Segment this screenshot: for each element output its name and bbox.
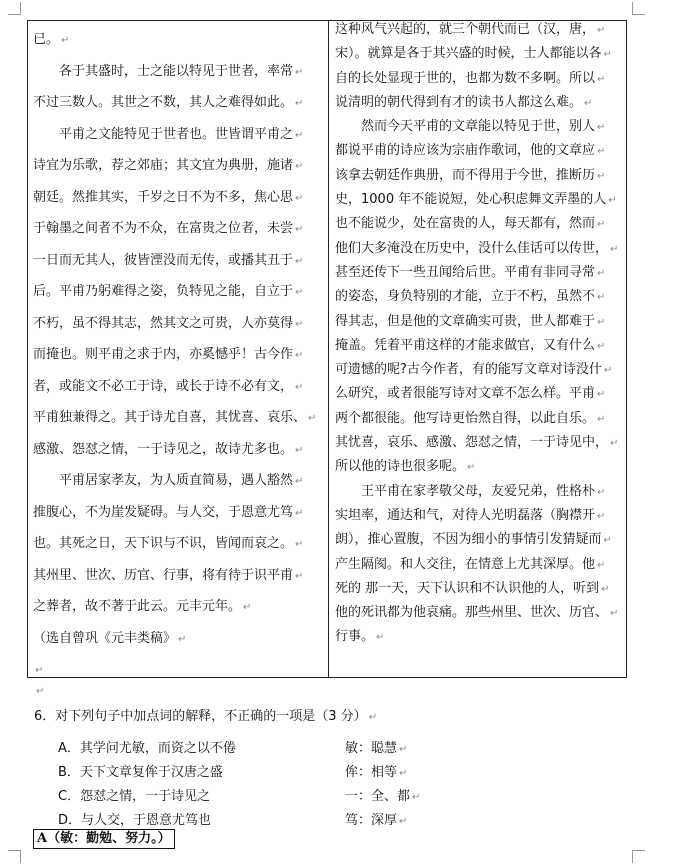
right_column-line: 的姿态，身负特别的才能，立于不朽，虽然不 ↵ <box>335 289 606 305</box>
crop-mark-bottom-right <box>632 850 645 863</box>
option-b-gloss-text: 侔：相等 <box>345 765 398 780</box>
paragraph-mark: ↵ <box>399 768 408 779</box>
paragraph-mark: ↵ <box>597 25 606 36</box>
original-text-column <box>33 25 323 687</box>
option-b-gloss <box>345 761 407 780</box>
left_column-line <box>33 655 323 687</box>
translation-column <box>335 18 622 650</box>
paragraph-mark: ↵ <box>295 287 304 298</box>
paragraph-mark: ↵ <box>308 413 317 424</box>
option-a <box>58 737 236 756</box>
left_column-line: 不过三数人。其世之不数，其人之难得如此。 ↵ <box>33 95 304 110</box>
paragraph-mark: ↵ <box>61 35 70 46</box>
right_column-line: 两个都很能。他写诗更怡然自得，以此自乐。 ↵ <box>335 410 606 426</box>
right_column-line: 么研究，或者很能写诗对文章不怎么样。平甫 ↵ <box>335 386 606 402</box>
paragraph-mark: ↵ <box>368 712 378 723</box>
paragraph-mark: ↵ <box>295 98 304 109</box>
left_column-line: （选自曾巩《元丰类稿》 ↵ <box>33 630 187 646</box>
right_column-line: 掩盖。凭着平甫这样的才能求做官，又有什么 ↵ <box>335 337 606 353</box>
option-c-gloss <box>345 785 420 804</box>
left_column-line: 而掩也。则平甫之求于内，亦奚憾乎！古今作 ↵ <box>33 347 304 362</box>
option-c <box>58 785 210 804</box>
crop-mark-bottom-left <box>8 850 21 863</box>
left_column-line: 诗宜为乐歌，荐之郊庙；其文宜为典册，施诸 ↵ <box>33 158 304 173</box>
right_column-line: 宋）。就算是各于其兴盛的时候，士人都能以各 ↵ <box>335 46 612 62</box>
crop-mark-top-right <box>632 2 645 15</box>
paragraph-mark: ↵ <box>295 129 304 141</box>
right_column-line: 也不能说少，处在富贵的人，每天都有，然而 ↵ <box>335 216 606 232</box>
option-b-label: B．天下文章复侔于汉唐之盛 <box>58 765 223 780</box>
paragraph-mark: ↵ <box>610 243 619 255</box>
option-a-gloss-text: 敏：聪慧 <box>345 741 398 756</box>
left_column-line: 于翰墨之间者不为不众，在富贵之位者，未尝 ↵ <box>33 221 304 236</box>
option-c-gloss-text: 一：全、都 <box>345 789 411 804</box>
paragraph-mark: ↵ <box>178 633 187 645</box>
right_column-line: 产生隔阂。和人交往，在情意上尤其深厚。他 ↵ <box>335 556 606 572</box>
right_column-line: 朗），推心置腹，不因为细小的事情引发猜疑而 ↵ <box>335 532 612 548</box>
left_column-line: 朝廷。然推其实，千岁之日不为不多，焦心思 ↵ <box>33 189 304 205</box>
paragraph-mark: ↵ <box>597 292 606 304</box>
option-b <box>58 761 223 780</box>
right_column-line: 史，1000 年不能说短，处心积虑舞文弄墨的人 ↵ <box>335 192 617 208</box>
paragraph-mark: ↵ <box>597 170 606 182</box>
option-d-gloss <box>345 809 407 828</box>
paragraph-mark: ↵ <box>295 66 304 78</box>
left_column-line: 平甫独兼得之。其于诗尤自喜，其忧喜、哀乐、 ↵ <box>33 410 317 425</box>
left_column-line: 之葬者，故不著于此云。元丰元年。 ↵ <box>33 599 252 614</box>
paragraph-mark: ↵ <box>412 792 421 803</box>
question-stem-text: 6．对下列句子中加点词的解释，不正确的一项是（3 分） <box>34 709 367 724</box>
right_column-line: 王平甫在家孝敬父母，友爱兄弟，性格朴 ↵ <box>335 483 606 499</box>
right_column-line: 得其志，但是他的文章确实可贵，世人都难于 ↵ <box>335 313 606 329</box>
right_column-line: 说清明的朝代得到有才的读书人都这么难。 ↵ <box>335 94 593 110</box>
right_column-line: 他们大多淹没在历史中，没什么佳话可以传世， ↵ <box>335 240 619 256</box>
table-column-divider <box>328 20 329 678</box>
left_column-line: 各于其盛时，士之能以特见于世者，率常 ↵ <box>33 63 304 79</box>
left_column-line: 其州里、世次、历官、行事，将有待于识平甫 ↵ <box>33 567 304 583</box>
paragraph-mark: ↵ <box>603 365 613 377</box>
answer-box <box>33 829 175 849</box>
right_column-line: 实坦率，通达和气，对待人光明磊落（胸襟开 ↵ <box>335 507 606 523</box>
paragraph-mark: ↵ <box>597 559 606 571</box>
right_column-line: 死的 那一天，天下认识和不认识他的人，听到 ↵ <box>335 580 610 596</box>
paragraph-mark: ↵ <box>399 816 408 827</box>
paragraph-mark: ↵ <box>597 413 606 425</box>
left_column-line: 后。平甫乃躬难得之姿，负特见之能，自立于 ↵ <box>33 284 304 299</box>
answer-text: A（敏：勤勉、努力。） <box>37 831 171 846</box>
option-a-label: A．其学问尤敏，而资之以不倦 <box>58 741 236 756</box>
paragraph-mark: ↵ <box>295 318 304 330</box>
paragraph-mark: ↵ <box>295 570 304 582</box>
paragraph-mark: ↵ <box>295 444 304 456</box>
paragraph-mark: ↵ <box>36 686 45 697</box>
paragraph-mark: ↵ <box>399 744 408 755</box>
right_column-line: 这种风气兴起的，就三个朝代而已（汉，唐， ↵ <box>335 22 606 37</box>
paragraph-mark: ↵ <box>603 535 612 547</box>
paragraph-mark: ↵ <box>597 146 606 158</box>
right_column-line: 其忧喜，哀乐、感激、怨怼之情，一于诗见中， ↵ <box>335 435 619 451</box>
paragraph-mark: ↵ <box>467 462 476 474</box>
paragraph-mark: ↵ <box>295 255 304 267</box>
paragraph-mark: ↵ <box>597 267 606 279</box>
paragraph-mark: ↵ <box>295 161 304 172</box>
left_column-line: 一日而无其人，彼皆湮没而无传，或播其丑于 ↵ <box>33 252 304 268</box>
option-d-gloss-text: 笃：深厚 <box>345 813 398 828</box>
paragraph-mark: ↵ <box>584 97 593 109</box>
paragraph-mark: ↵ <box>295 192 304 204</box>
option-d <box>58 809 211 828</box>
paragraph-mark: ↵ <box>610 608 619 620</box>
paragraph-mark: ↵ <box>295 381 304 393</box>
paragraph-mark: ↵ <box>597 122 606 134</box>
left_column-line: 不朽，虽不得其志，然其文之可贵，人亦莫得 ↵ <box>33 315 304 331</box>
paragraph-mark: ↵ <box>597 510 606 522</box>
paragraph-mark: ↵ <box>597 340 606 352</box>
paragraph-mark: ↵ <box>376 632 385 644</box>
right_column-line: 他的死讯都为他哀痛。那些州里、世次、历官、 ↵ <box>335 605 619 621</box>
right_column-line: 所以他的诗也很多呢。 ↵ <box>335 459 476 475</box>
paragraph-mark: ↵ <box>597 389 606 401</box>
paragraph-mark: ↵ <box>295 224 304 235</box>
left_column-line: 平甫居家孝友，为人质直简易，遇人豁然 ↵ <box>33 473 304 488</box>
paragraph-mark: ↵ <box>603 49 612 61</box>
paragraph-mark: ↵ <box>295 476 304 487</box>
question-stem <box>34 706 377 730</box>
right_column-line: 可遗憾的呢?古今作者，有的能写文章对诗没什 ↵ <box>335 362 613 378</box>
paragraph-mark: ↵ <box>608 195 617 207</box>
paragraph-mark: ↵ <box>597 486 606 498</box>
paragraph-mark: ↵ <box>243 602 252 613</box>
left_column-line: 推腹心，不为崖发疑碍。与人交，于恩意尤笃 ↵ <box>33 504 304 520</box>
paragraph-mark: ↵ <box>597 219 606 231</box>
right_column-line: 都说平甫的诗应该为宗庙作歌词，他的文章应 ↵ <box>335 143 606 159</box>
paragraph-mark: ↵ <box>601 583 610 595</box>
paragraph-mark: ↵ <box>597 73 606 85</box>
right_column-line: 该拿去朝廷作典册，而不得用于今世，推断历 ↵ <box>335 167 606 183</box>
right_column-line: 甚至还传下一些丑闻给后世。平甫有非同寻常 ↵ <box>335 264 606 280</box>
paragraph-mark: ↵ <box>295 350 304 361</box>
right_column-line: 行事。 ↵ <box>335 629 385 645</box>
option-d-label: D．与人交，于恩意尤笃也 <box>58 813 212 828</box>
right_column-line: 然而今天平甫的文章能以特见于世，别人 ↵ <box>335 119 606 135</box>
left_column-line: 感激、怨怼之情，一于诗见之，故诗尤多也。 ↵ <box>33 441 304 457</box>
option-a-gloss <box>345 737 407 756</box>
paragraph-mark: ↵ <box>35 665 44 676</box>
paragraph-mark: ↵ <box>597 316 606 328</box>
left_column-line: 已。 ↵ <box>33 32 70 47</box>
left_column-line: 平甫之文能特见于世者也。世皆谓平甫之 ↵ <box>33 126 304 142</box>
paragraph-mark: ↵ <box>295 539 304 550</box>
option-c-label: C．怨怼之情，一于诗见之 <box>58 789 211 804</box>
left_column-line: 者，或能文不必工于诗，或长于诗不必有文， ↵ <box>33 378 304 394</box>
paragraph-mark: ↵ <box>610 438 619 450</box>
crop-mark-top-left <box>8 2 21 15</box>
paragraph-mark: ↵ <box>295 507 304 519</box>
left_column-line: 也。其死之日，天下识与不识，皆闻而哀之。 ↵ <box>33 536 304 551</box>
right_column-line: 自的长处显现于世的，也都为数不多啊。所以 ↵ <box>335 70 606 86</box>
